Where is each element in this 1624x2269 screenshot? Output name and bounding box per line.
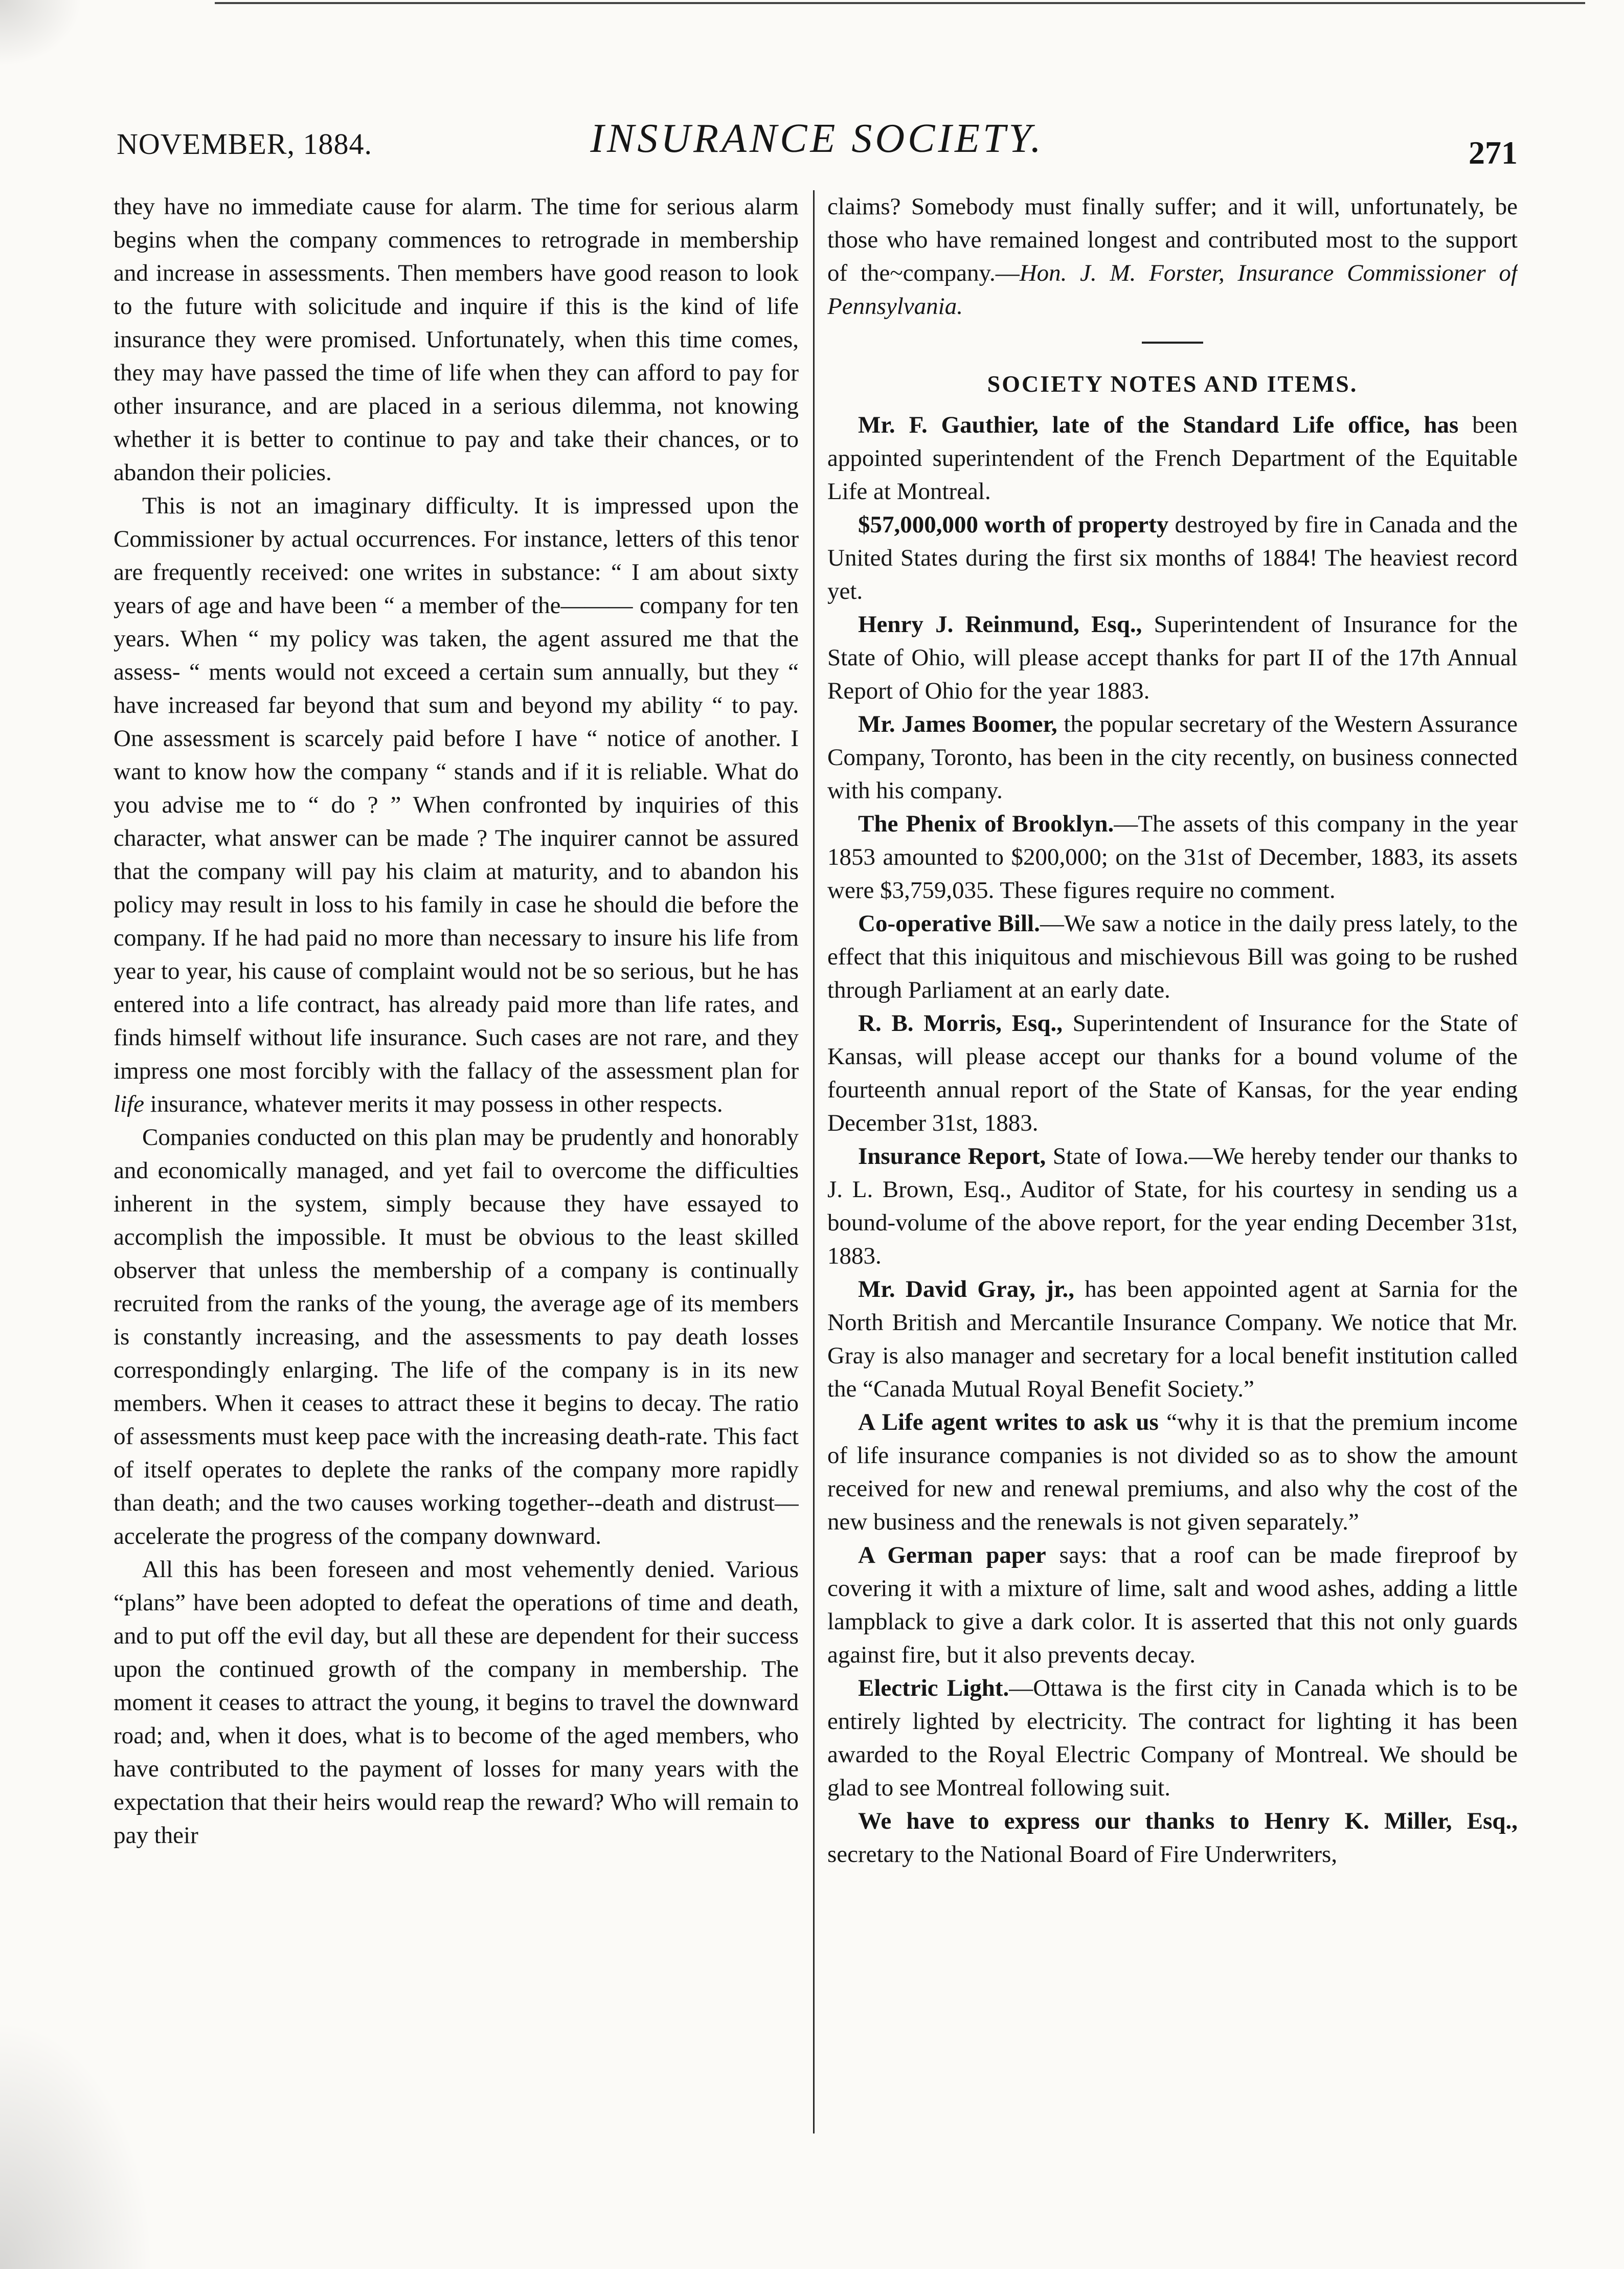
- news-item-text: —Ottawa is the first city in Canada which is to be entirely lighted by electricity. The contract for lighting it has been awarded to the Royal Electric Company of Montreal. We should be glad to see Montreal following suit.: [827, 1675, 1518, 1801]
- news-item-lead: $57,000,000 worth of property: [858, 511, 1169, 538]
- journal-title: INSURANCE SOCIETY.: [590, 116, 1044, 161]
- news-item-text: —We saw a notice in the daily press lately, to the effect that this iniquitous and mischievous Bill was going to be rushed through Parliament at an early date.: [827, 910, 1518, 1003]
- news-item-lead: R. B. Morris, Esq.,: [858, 1010, 1063, 1037]
- article-continuation: [827, 190, 1518, 323]
- news-item: [827, 608, 1518, 708]
- news-item: [827, 708, 1518, 807]
- left-column: [114, 190, 799, 2159]
- news-item-lead: Electric Light.: [858, 1675, 1009, 1701]
- article-paragraph-text: This is not an imaginary difficulty. It is impressed upon the Commissioner by actual occurrences. For instance, letters of this tenor are frequently received: one writes in substance: “ I am about sixty years of age and have been “ a member of the——— company for ten years. When “ my policy was taken, the agent assured me that the assess- “ ments would not exceed a certain sum annually, but they “ have increased far beyond that sum and beyond my ability “ to pay. One assessment is scarcely paid before I have “ notice of another. I want to know how the company “ stands and if it is reliable. What do you advise me to “ do ? ” When confronted by inquiries of this character, what answer can be made ? The inquirer cannot be assured that the company will pay his claim at maturity, and to abandon his policy may result in loss to his family in case he should die before the company. If he had paid no more than necessary to insure his life from year to year, his cause of complaint would not be so serious, but he has entered into a life contract, has already paid more than life rates, and finds himself without life insurance. Such cases are not rare, and they impress one most forcibly with the fallacy of the assessment plan for: [114, 492, 799, 1084]
- news-item: [827, 1672, 1518, 1805]
- section-title: SOCIETY NOTES AND ITEMS.: [987, 371, 1358, 397]
- news-item-lead: We have to express our thanks to Henry K. Miller, Esq.,: [858, 1808, 1518, 1834]
- news-item: [827, 1007, 1518, 1140]
- continuation-text: claims? Somebody must finally suffer; and it will, unfortunately, be those who have remained longest and contributed most to the support of the: [827, 193, 1518, 286]
- news-item-text: has been appointed agent at Sarnia for the North British and Mercantile Insurance Company. We notice that Mr. Gray is also manager and secretary for a local benefit institution called the “Canada Mutual Royal Benefit Society.”: [827, 1276, 1518, 1402]
- printing-mark: ~: [890, 260, 903, 286]
- news-item-lead: Insurance Report,: [858, 1143, 1046, 1170]
- news-item: [827, 1273, 1518, 1406]
- news-item: [827, 807, 1518, 907]
- news-item-lead: Co-operative Bill.: [858, 910, 1040, 937]
- news-item-text: “why it is that the premium income of life insurance companies is not divided so as to show the amount received for new and renewal premiums, and also why the cost of the new business and the renewals is not given separately.”: [827, 1409, 1518, 1535]
- news-item: [827, 508, 1518, 608]
- news-item-lead: A German paper: [858, 1542, 1046, 1568]
- news-item-lead: Mr. David Gray, jr.,: [858, 1276, 1074, 1302]
- news-item-lead: Mr. James Boomer,: [858, 711, 1057, 737]
- issue-date: NOVEMBER, 1884.: [117, 127, 372, 161]
- news-item-lead: A Life agent writes to ask us: [858, 1409, 1159, 1435]
- news-item-text: been appointed superintendent of the French Department of the Equitable Life at Montreal.: [827, 412, 1518, 505]
- running-head: [117, 116, 1518, 179]
- news-item-text: Superintendent of Insurance for the State of Kansas, will please accept our thanks for a bound volume of the fourteenth annual report of the State of Kansas, for the year ending December 31st, 1883.: [827, 1010, 1518, 1136]
- news-item-lead: Henry J. Reinmund, Esq.,: [858, 611, 1142, 638]
- italic-word: life: [114, 1091, 145, 1117]
- news-item-text: State of Iowa.—We hereby tender our thanks to J. L. Brown, Esq., Auditor of State, for his courtesy in sending us a bound-volume of the above report, for the year ending December 31st, 1883.: [827, 1143, 1518, 1269]
- article-paragraph-end: insurance, whatever merits it may possess in other respects.: [150, 1091, 723, 1117]
- article-paragraph: All this has been foreseen and most vehemently denied. Various “plans” have been adopted to defeat the operations of time and death, and to put off the evil day, but all these are dependent for their success upon the continued growth of the company in membership. The moment it ceases to attract the young, it begins to travel the downward road; and, when it does, what is to become of the aged members, who have contributed to the payment of losses for many years with the expectation that their heirs would reap the reward? Who will remain to pay their: [114, 1556, 799, 1849]
- news-item-text: Superintendent of Insurance for the State of Ohio, will please accept thanks for part II of the 17th Annual Report of Ohio for the year 1883.: [827, 611, 1518, 704]
- news-item-text: the popular secretary of the Western Assurance Company, Toronto, has been in the city recently, on business connected with his company.: [827, 711, 1518, 804]
- right-column: [827, 190, 1518, 2159]
- news-item-text: says: that a roof can be made fireproof by covering it with a mixture of lime, salt and wood ashes, adding a little lampblack to give a dark color. It is asserted that this not only guards against fire, but it also prevents decay.: [827, 1542, 1518, 1668]
- continuation-tail: company.—: [903, 260, 1020, 286]
- column-divider: [813, 190, 815, 2133]
- news-item: [827, 1406, 1518, 1539]
- article-paragraph: [114, 489, 799, 1121]
- news-item-text: secretary to the National Board of Fire Underwriters,: [827, 1841, 1338, 1868]
- news-item-text: —The assets of this company in the year 1853 amounted to $200,000; on the 31st of December, 1883, its assets were $3,759,035. These figures require no comment.: [827, 811, 1518, 904]
- page-number: 271: [1469, 134, 1518, 171]
- page-scuff-bottom: [0, 2020, 153, 2269]
- news-item-text: destroyed by fire in Canada and the United States during the first six months of 1884! The heaviest record yet.: [827, 511, 1518, 604]
- news-item-lead: The Phenix of Brooklyn.: [858, 811, 1114, 837]
- page-top-rule: [215, 2, 1585, 4]
- article-paragraph: Companies conducted on this plan may be prudently and honorably and economically managed, and yet fail to overcome the difficulties inherent in the system, simply because they have essayed to accomplish the impossible. It must be obvious to the least skilled observer that unless the membership of a company is continually recruited from the ranks of the young, the average age of its members is constantly increasing, and the assessments to pay death losses correspondingly enlarging. The life of the company is in its new members. When it ceases to attract these it begins to decay. The ratio of assessments must keep pace with the increasing death-rate. This fact of itself operates to deplete the ranks of the company more rapidly than death; and the two causes working together--death and distrust—accelerate the progress of the company downward.: [114, 1124, 799, 1549]
- news-item: [827, 907, 1518, 1007]
- section-separator-rule: [1142, 342, 1203, 344]
- page-scuff-top: [0, 0, 82, 66]
- news-item: [827, 1539, 1518, 1672]
- article-paragraph: they have no immediate cause for alarm. The time for serious alarm begins when the company commences to retrograde in membership and increase in assessments. Then members have good reason to look to the future with solicitude and inquire if this is the kind of life insurance they were promised. Unfortunately, when this time comes, they may have passed the time of life when they can afford to pay for other insurance, and are placed in a serious dilemma, not knowing whether it is better to continue to pay and take their chances, or to abandon their policies.: [114, 193, 799, 486]
- news-item: [827, 1805, 1518, 1871]
- attribution: Hon. J. M. Forster, Insurance Commissioner of Pennsylvania.: [827, 260, 1518, 320]
- news-item: [827, 1140, 1518, 1273]
- news-item-lead: Mr. F. Gauthier, late of the Standard Life office, has: [858, 412, 1459, 438]
- news-item: [827, 409, 1518, 508]
